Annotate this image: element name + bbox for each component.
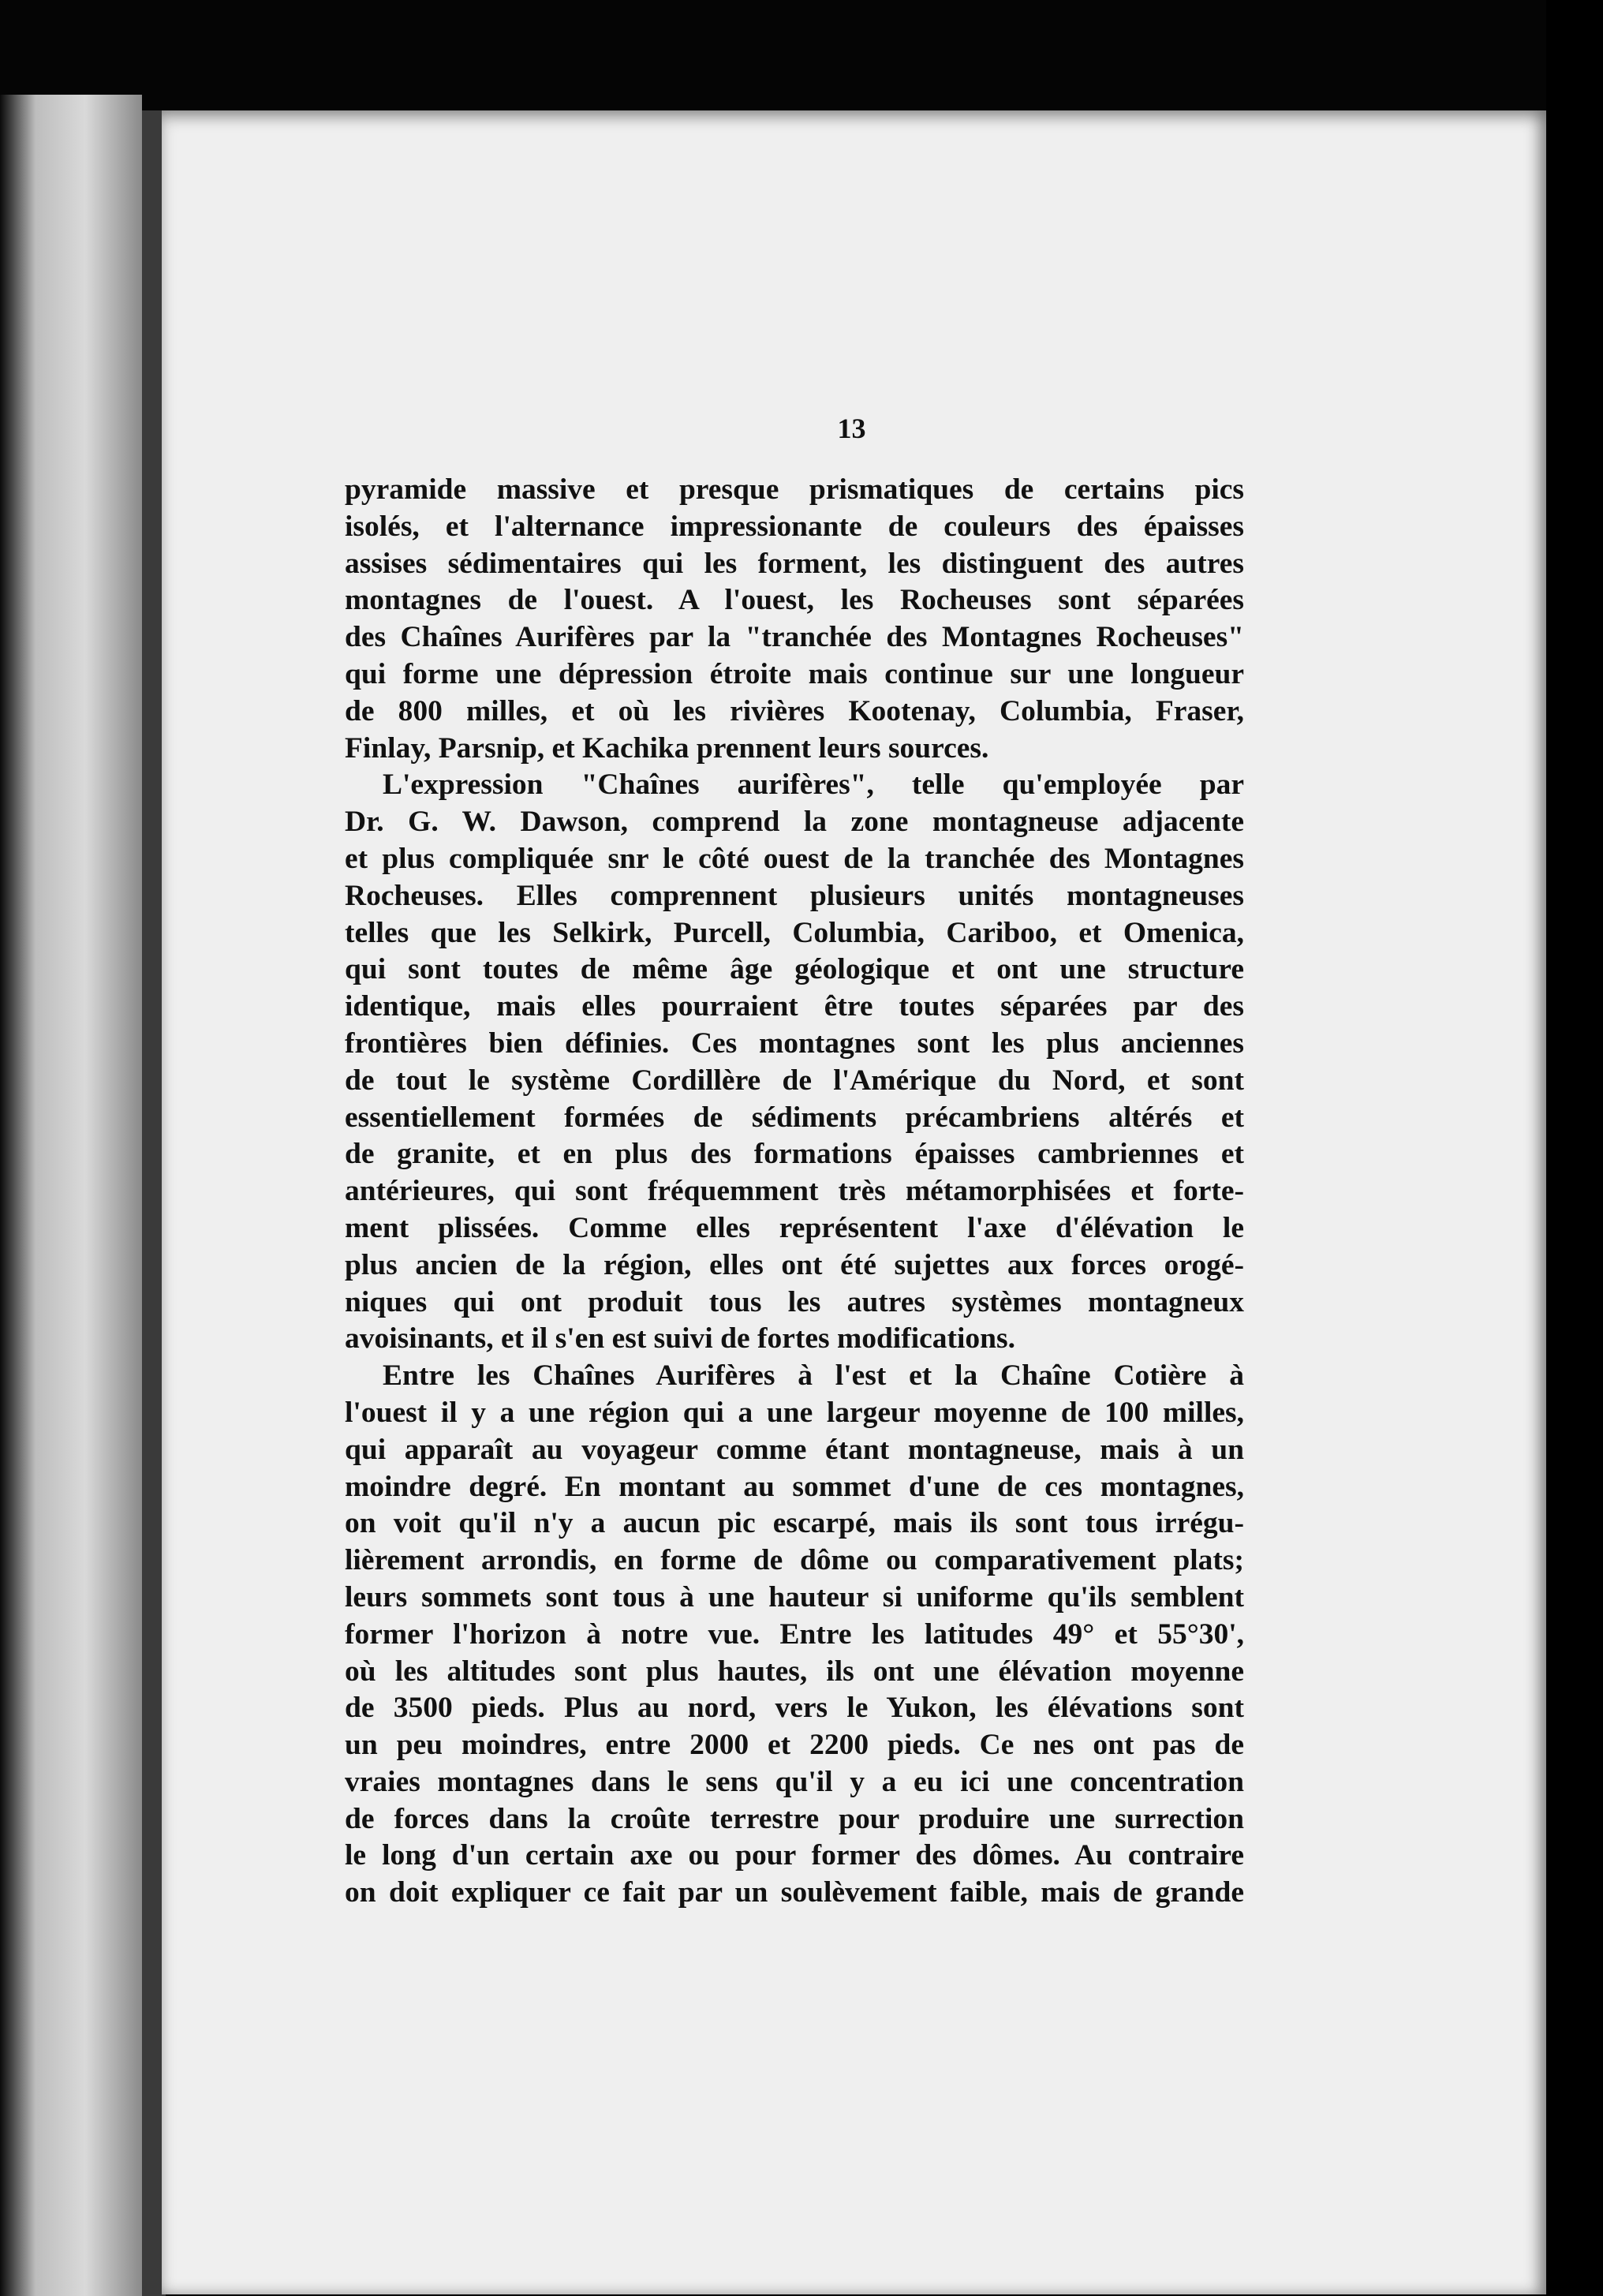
text-line: qui apparaît au voyageur comme étant montagneuse, mais à un (345, 1433, 1244, 1466)
text-line: ment plissées. Comme elles représentent l'axe d'élévation le (345, 1211, 1244, 1244)
text-line: et plus compliquée snr le côté ouest de la tranchée des Montagnes (345, 842, 1244, 875)
text-line: montagnes de l'ouest. A l'ouest, les Rocheuses sont séparées (345, 584, 1244, 617)
text-line: Dr. G. W. Dawson, comprend la zone montagneuse adjacente (345, 806, 1244, 839)
page-number: 13 (837, 413, 866, 444)
text-line: qui sont toutes de même âge géologique et ont une structure (345, 953, 1244, 986)
text-line: le long d'un certain axe ou pour former des dômes. Au contraire (345, 1839, 1244, 1872)
text-line: lièrement arrondis, en forme de dôme ou comparativement plats; (345, 1544, 1244, 1577)
text-line: pyramide massive et presque prismatiques de certains pics (345, 473, 1244, 506)
text-line: l'ouest il y a une région qui a une largeur moyenne de 100 milles, (345, 1396, 1244, 1429)
book-page (162, 110, 1546, 2294)
text-line: Rocheuses. Elles comprennent plusieurs unités montagneuses (345, 879, 1244, 912)
text-line: on voit qu'il n'y a aucun pic escarpé, mais ils sont tous irrégu- (345, 1507, 1244, 1540)
text-line: plus ancien de la région, elles ont été sujettes aux forces orogé- (345, 1248, 1244, 1281)
text-line: des Chaînes Aurifères par la "tranchée des Montagnes Rocheuses" (345, 621, 1244, 654)
text-line: vraies montagnes dans le sens qu'il y a eu ici une concentration (345, 1765, 1244, 1798)
text-line: antérieures, qui sont fréquemment très métamorphisées et forte- (345, 1175, 1244, 1208)
text-line: L'expression "Chaînes aurifères", telle qu'employée par (383, 768, 1244, 802)
text-line: Finlay, Parsnip, et Kachika prennent leurs sources. (345, 731, 989, 765)
text-line: assises sédimentaires qui les forment, les distinguent des autres (345, 547, 1244, 580)
text-line: où les altitudes sont plus hautes, ils ont une élévation moyenne (345, 1655, 1244, 1688)
text-line: leurs sommets sont tous à une hauteur si uniforme qu'ils semblent (345, 1580, 1244, 1614)
text-line: de forces dans la croûte terrestre pour produire une surrection (345, 1802, 1244, 1835)
text-line: telles que les Selkirk, Purcell, Columbia, Cariboo, et Omenica, (345, 916, 1244, 949)
text-line: de 800 milles, et où les rivières Kootenay, Columbia, Fraser, (345, 694, 1244, 727)
text-line: avoisinants, et il s'en est suivi de fortes modifications. (345, 1322, 1015, 1356)
text-line: un peu moindres, entre 2000 et 2200 pieds. Ce nes ont pas de (345, 1729, 1244, 1762)
text-line: frontières bien définies. Ces montagnes sont les plus anciennes (345, 1026, 1244, 1060)
text-line: former l'horizon à notre vue. Entre les latitudes 49° et 55°30', (345, 1617, 1244, 1651)
text-line: isolés, et l'alternance impressionante de couleurs des épaisses (345, 510, 1244, 543)
facing-page-edge (0, 95, 142, 2296)
text-line: essentiellement formées de sédiments précambriens altérés et (345, 1101, 1244, 1134)
text-line: on doit expliquer ce fait par un soulèvement faible, mais de grande (345, 1876, 1244, 1909)
text-line: moindre degré. En montant au sommet d'une de ces montagnes, (345, 1470, 1244, 1503)
body-text (345, 472, 1244, 1912)
text-line: niques qui ont produit tous les autres systèmes montagneux (345, 1285, 1244, 1318)
text-line: identique, mais elles pourraient être toutes séparées par des (345, 990, 1244, 1023)
text-line: qui forme une dépression étroite mais continue sur une longueur (345, 657, 1244, 690)
scan-right-margin (1546, 0, 1603, 2294)
text-line: de granite, et en plus des formations épaisses cambriennes et (345, 1138, 1244, 1171)
text-line: de tout le système Cordillère de l'Amérique du Nord, et sont (345, 1064, 1244, 1097)
text-line: Entre les Chaînes Aurifères à l'est et la Chaîne Cotière à (383, 1359, 1244, 1393)
text-line: de 3500 pieds. Plus au nord, vers le Yukon, les élévations sont (345, 1692, 1244, 1725)
